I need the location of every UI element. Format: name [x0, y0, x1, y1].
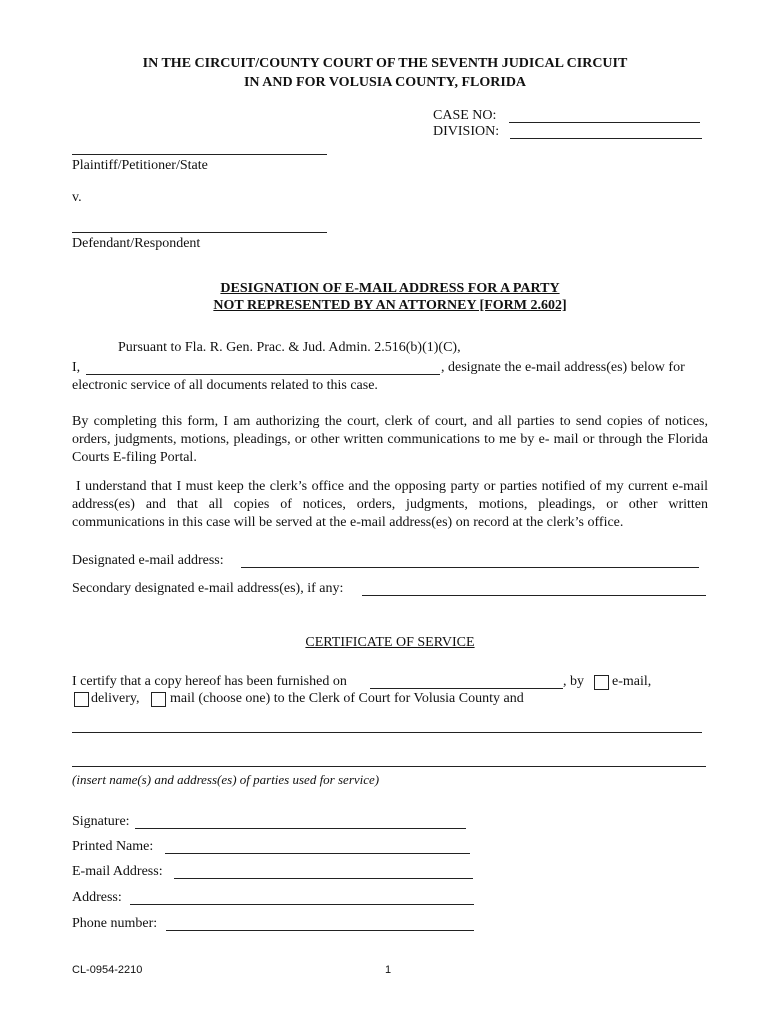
- mail-option-label: mail (choose one) to the Clerk of Court for Volusia County and: [170, 691, 524, 706]
- address-field[interactable]: [130, 904, 474, 905]
- division-label: DIVISION:: [433, 124, 500, 139]
- form-code: CL-0954-2210: [72, 964, 143, 976]
- delivery-checkbox[interactable]: [74, 692, 89, 707]
- secondary-email-label: Secondary designated e-mail address(es), if any:: [72, 581, 344, 596]
- designated-email-label: Designated e-mail address:: [72, 553, 224, 568]
- secondary-email-field[interactable]: [362, 595, 706, 596]
- email-option-label: e-mail,: [612, 674, 652, 689]
- understanding-paragraph: I understand that I must keep the clerk’s office and the opposing party or parties notified of my current e-mail address(es) and that all copies of notices, orders, judgments, motions, pleadings, or other written communications in this case will be served at the e-mail address(es) on record at the clerk’s office.: [72, 479, 708, 530]
- insert-note: (insert name(s) and address(es) of parties used for service): [72, 772, 380, 787]
- form-title-line2: NOT REPRESENTED BY AN ATTORNEY [FORM 2.602]: [213, 298, 567, 313]
- i-prefix: I,: [72, 360, 81, 375]
- designate-suffix: , designate the e-mail address(es) below for: [441, 360, 685, 375]
- by-label: , by: [563, 674, 584, 689]
- pursuant-text: Pursuant to Fla. R. Gen. Prac. & Jud. Admin. 2.516(b)(1)(C),: [118, 340, 461, 355]
- phone-label: Phone number:: [72, 916, 158, 931]
- service-date-field[interactable]: [370, 688, 563, 689]
- versus-label: v.: [72, 190, 82, 205]
- court-header-line2: IN AND FOR VOLUSIA COUNTY, FLORIDA: [243, 75, 527, 90]
- email-checkbox[interactable]: [594, 675, 609, 690]
- certificate-title: CERTIFICATE OF SERVICE: [305, 635, 475, 650]
- printed-name-label: Printed Name:: [72, 839, 154, 854]
- party-name-field[interactable]: [86, 374, 440, 375]
- mail-checkbox[interactable]: [151, 692, 166, 707]
- certify-prefix: I certify that a copy hereof has been furnished on: [72, 674, 347, 689]
- service-parties-line1[interactable]: [72, 732, 702, 733]
- email-address-field[interactable]: [174, 878, 473, 879]
- form-title-line1: DESIGNATION OF E-MAIL ADDRESS FOR A PARTY: [220, 281, 560, 296]
- defendant-label: Defendant/Respondent: [72, 236, 201, 251]
- signature-field[interactable]: [135, 828, 466, 829]
- address-label: Address:: [72, 890, 122, 905]
- division-field[interactable]: [510, 138, 702, 139]
- page-number: 1: [385, 964, 392, 976]
- service-parties-line2[interactable]: [72, 766, 706, 767]
- case-no-field[interactable]: [509, 122, 700, 123]
- phone-field[interactable]: [166, 930, 474, 931]
- signature-label: Signature:: [72, 814, 130, 829]
- plaintiff-label: Plaintiff/Petitioner/State: [72, 158, 208, 173]
- designated-email-field[interactable]: [241, 567, 699, 568]
- case-no-label: CASE NO:: [433, 108, 497, 123]
- defendant-name-field[interactable]: [72, 232, 327, 233]
- email-address-label: E-mail Address:: [72, 864, 163, 879]
- printed-name-field[interactable]: [165, 853, 470, 854]
- electronic-service-text: electronic service of all documents related to this case.: [72, 378, 378, 393]
- plaintiff-name-field[interactable]: [72, 154, 327, 155]
- authorization-paragraph: By completing this form, I am authorizing the court, clerk of court, and all parties to send copies of notices, orders, judgments, motions, pleadings, or other written communications to me by e- mail or through the Florida Courts E-filing Portal.: [72, 414, 708, 465]
- court-header-line1: IN THE CIRCUIT/COUNTY COURT OF THE SEVENTH JUDICAL CIRCUIT: [142, 56, 628, 71]
- delivery-option-label: delivery,: [91, 691, 140, 706]
